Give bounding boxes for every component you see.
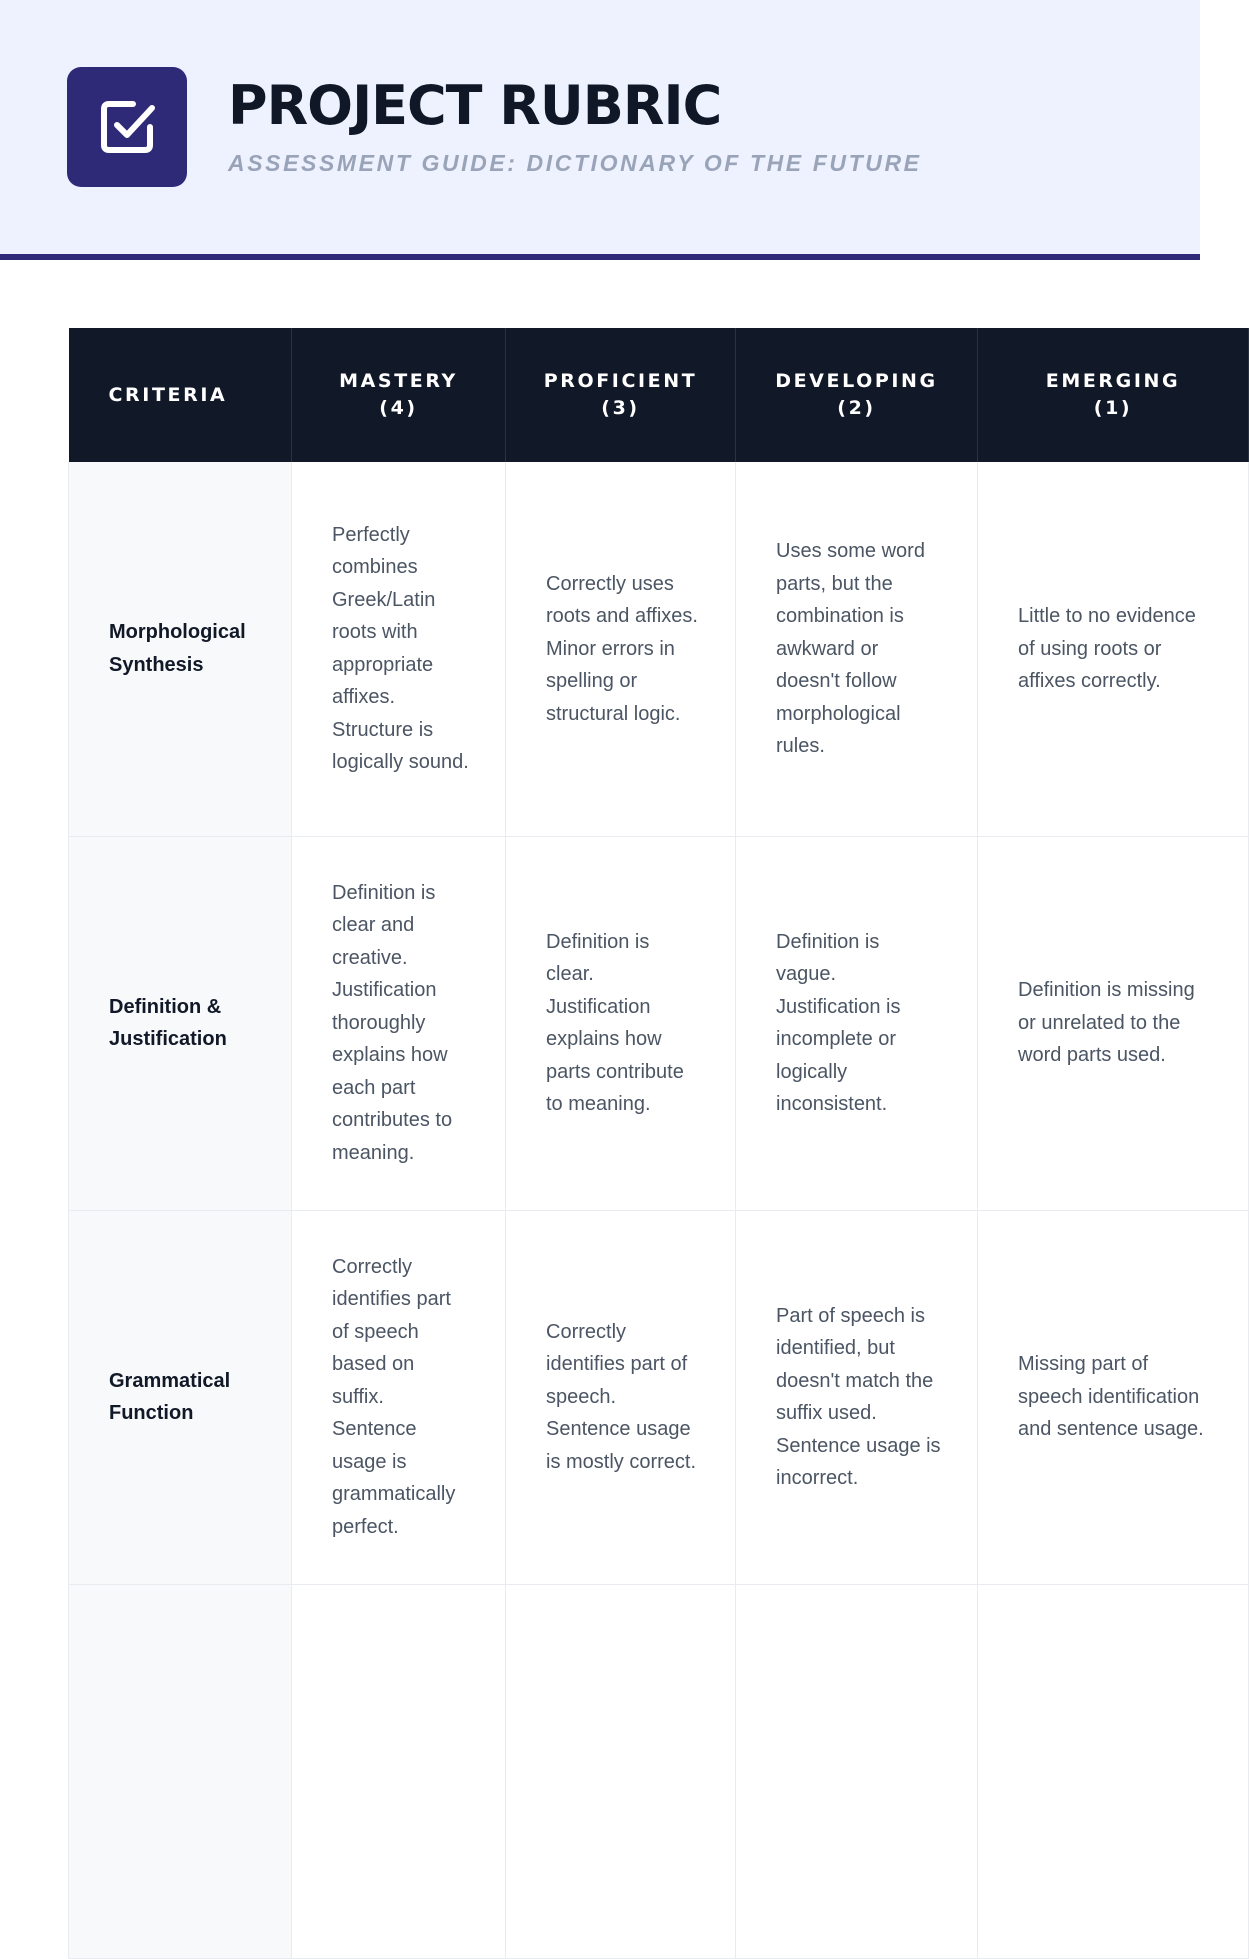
table-row bbox=[69, 1210, 1249, 1584]
emerging-cell: Definition is missing or unrelated to the word parts used. bbox=[978, 836, 1249, 1210]
emerging-cell bbox=[978, 1584, 1249, 1958]
mastery-cell bbox=[292, 1584, 506, 1958]
column-header-criteria: CRITERIA bbox=[69, 328, 292, 462]
column-header-mastery: MASTERY (4) bbox=[292, 328, 506, 462]
table-header-row bbox=[69, 328, 1249, 462]
rubric-table-container bbox=[68, 328, 1204, 1600]
developing-cell: Part of speech is identified, but doesn't match the suffix used. Sentence usage is incorrect. bbox=[736, 1210, 978, 1584]
mastery-cell: Definition is clear and creative. Justification thoroughly explains how each part contributes to meaning. bbox=[292, 836, 506, 1210]
page-header bbox=[0, 0, 1200, 260]
table-row bbox=[69, 462, 1249, 836]
table-row bbox=[69, 1584, 1249, 1958]
criteria-cell: Grammatical Function bbox=[69, 1210, 292, 1584]
developing-cell: Uses some word parts, but the combination is awkward or doesn't follow morphological rules. bbox=[736, 462, 978, 836]
table-row bbox=[69, 836, 1249, 1210]
page-subtitle: ASSESSMENT GUIDE: DICTIONARY OF THE FUTURE bbox=[228, 150, 922, 176]
mastery-cell: Perfectly combines Greek/Latin roots with appropriate affixes. Structure is logically sound. bbox=[292, 462, 506, 836]
developing-cell: Definition is vague. Justification is incomplete or logically inconsistent. bbox=[736, 836, 978, 1210]
mastery-cell: Correctly identifies part of speech based on suffix. Sentence usage is grammatically perfect. bbox=[292, 1210, 506, 1584]
emerging-cell: Little to no evidence of using roots or affixes correctly. bbox=[978, 462, 1249, 836]
checkbox-icon bbox=[95, 95, 159, 159]
rubric-table bbox=[68, 328, 1249, 1959]
proficient-cell bbox=[506, 1584, 736, 1958]
logo bbox=[67, 67, 187, 187]
column-header-developing: DEVELOPING (2) bbox=[736, 328, 978, 462]
proficient-cell: Definition is clear. Justification explains how parts contribute to meaning. bbox=[506, 836, 736, 1210]
criteria-cell: Definition & Justification bbox=[69, 836, 292, 1210]
column-header-proficient: PROFICIENT (3) bbox=[506, 328, 736, 462]
emerging-cell: Missing part of speech identification and sentence usage. bbox=[978, 1210, 1249, 1584]
criteria-cell bbox=[69, 1584, 292, 1958]
column-header-emerging: EMERGING (1) bbox=[978, 328, 1249, 462]
developing-cell bbox=[736, 1584, 978, 1958]
page-title: PROJECT RUBRIC bbox=[228, 74, 722, 137]
proficient-cell: Correctly identifies part of speech. Sentence usage is mostly correct. bbox=[506, 1210, 736, 1584]
proficient-cell: Correctly uses roots and affixes. Minor errors in spelling or structural logic. bbox=[506, 462, 736, 836]
criteria-cell: Morphological Synthesis bbox=[69, 462, 292, 836]
